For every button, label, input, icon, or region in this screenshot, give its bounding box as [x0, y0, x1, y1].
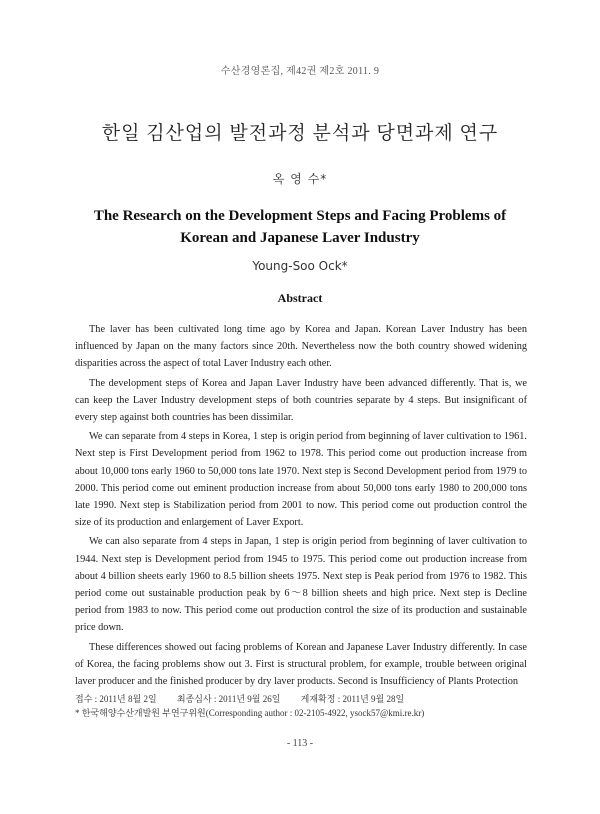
abstract-paragraph: We can also separate from 4 steps in Japan, 1 step is origin period from beginning of laver cultivation to 1944. Next step is Development period from 1945 to 1975. This period come out production increase from about 4 billion sheets early 1960 to 8.5 billion sheets 1975. Next step is Peak period from 1976 to 1982. This period come out sustainable production peak by 6～8 billion sheets and high price. Next step is Decline period from 1983 to now. This period come out production control the size of its production and sustainable price down.: [75, 536, 527, 634]
footnote: [75, 692, 527, 720]
final-review-date: 최종심사 : 2011년 9월 26일: [176, 694, 281, 704]
running-head: 수산경영론집, 제42권 제2호 2011. 9: [220, 66, 380, 77]
english-title: [0, 205, 600, 249]
abstract-paragraph: The development steps of Korea and Japan Laver Industry have been advanced differently. That is, we can keep the Laver Industry development steps of both countries separate by 4 steps. But insignificant of every step against both countries has been dissimilar.: [75, 377, 527, 424]
english-title-line-2: Korean and Japanese Laver Industry: [180, 230, 420, 246]
english-title-line-1: The Research on the Development Steps and Facing Problems of: [93, 208, 507, 224]
korean-title: 한일 김산업의 발전과정 분석과 당면과제 연구: [101, 123, 499, 144]
page-number: - 113 -: [286, 738, 314, 749]
abstract-paragraph: These differences showed out facing problems of Korean and Japanese Laver Industry differently. In case of Korea, the facing problems show out 3. First is structural problem, for example, trouble between original laver producer and the finished producer by dry laver products. Second is Insufficiency of Plants Protection: [75, 641, 527, 688]
footnote-dates: [75, 692, 527, 706]
received-date: 접수 : 2011년 8월 2일: [75, 694, 157, 704]
accepted-date: 게재확정 : 2011년 9월 28일: [300, 694, 405, 704]
abstract-heading: Abstract: [277, 291, 323, 305]
abstract-paragraph: The laver has been cultivated long time ago by Korea and Japan. Korean Laver Industry has been influenced by Japan on the many factors since 20th. Nevertheless now the both country showed widening disparities across the aspect of total Laver Industry each other.: [75, 324, 527, 370]
abstract-paragraph: We can separate from 4 steps in Korea, 1 step is origin period from beginning of laver cultivation to 1961. Next step is First Development period from 1962 to 1978. This period come out production increase from about 10,000 tons early 1960 to 50,000 tons late 1970. Next step is Second Development period from 1979 to 2000. This period come out eminent production increase from about 50,000 tons early 1980 to 200,000 tons late 1990. Next step is Stabilization period from 2001 to now. This period come out production control the size of its production and enlargement of Laver Export.: [75, 431, 527, 529]
author-affiliation: * 한국해양수산개발원 부연구위원(Corresponding author : 02-2105-4922, ysock57@kmi.re.kr): [75, 708, 425, 718]
abstract-body: [75, 321, 527, 692]
english-author: Young-Soo Ock*: [252, 259, 348, 273]
korean-author: 옥 영 수*: [272, 172, 328, 186]
